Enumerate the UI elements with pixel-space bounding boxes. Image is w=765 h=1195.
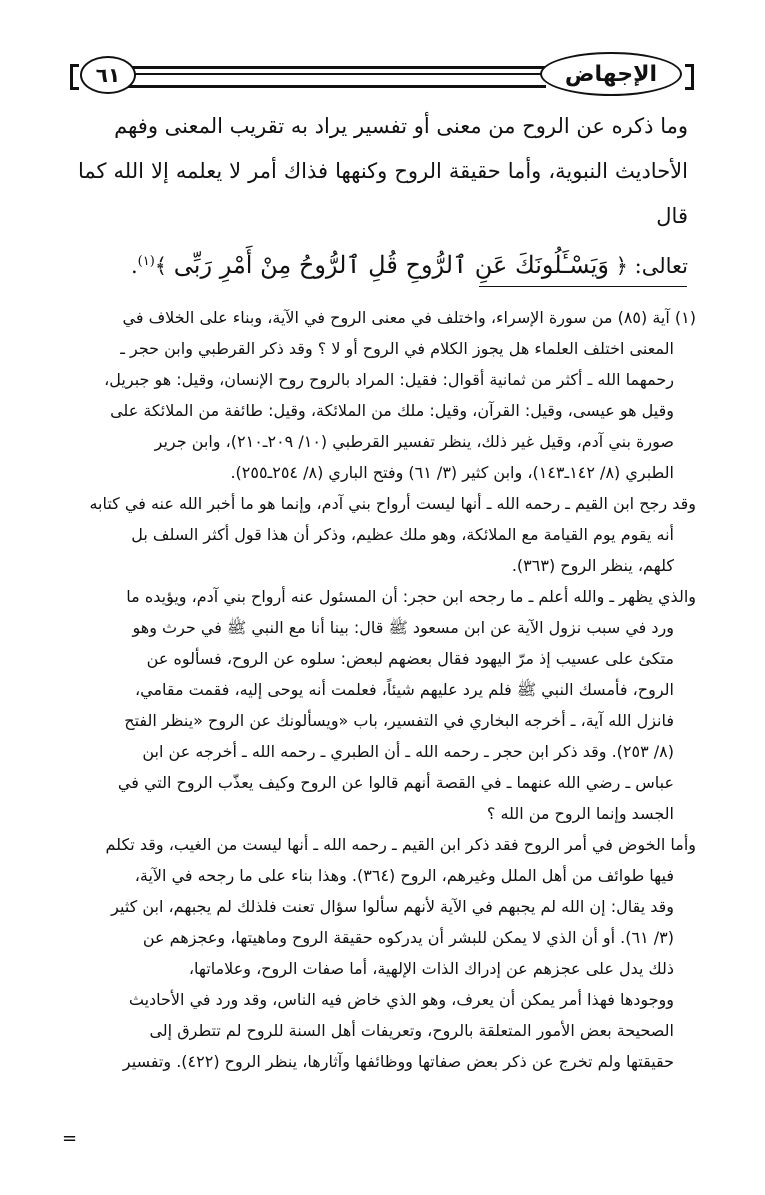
header-right-cap (685, 64, 694, 90)
footnote-separator (479, 286, 687, 287)
footnote-line: رحمهما الله ـ أكثر من ثمانية أقوال: فقيل: المراد بالروح روح الإنسان، وقيل: هو جبريل، (104, 370, 674, 389)
quran-verse: وَيَسْـَٔلُونَكَ عَنِ ٱلرُّوحِ قُلِ ٱلرُّوحُ مِنْ أَمْرِ رَبِّى (173, 251, 609, 279)
footnote-line: عباس ـ رضي الله عنهما ـ في القصة أنهم قالوا عن الروح وكيف يعذّب الروح التي في (117, 773, 674, 792)
footnote-line: فيها طوائف من أهل الملل وغيرهم، الروح (٣٦٤). وهذا بناء على ما رجحه في الآية، (134, 866, 674, 885)
footnote-line: الروح، فأمسك النبي ﷺ فلم يرد عليهم شيئاً، فعلمت أنه يوحى إليه، فقمت مقامي، (134, 680, 674, 699)
footnote-line: كلهم، ينظر الروح (٣٦٣). (511, 556, 674, 575)
footnote-line: صورة بني آدم، وقيل غير ذلك، ينظر تفسير القرطبي (١٠/ ٢٠٩ـ٢١٠)، وابن جرير (154, 432, 674, 451)
footnote-ref[interactable]: (١) (137, 254, 155, 269)
continuation-mark: = (62, 1128, 78, 1149)
footnote-line: أنه يقوم يوم القيامة مع الملائكة، وهو ملك عظيم، وذكر أن هذا قول أكثر السلف بل (131, 525, 674, 544)
footnote-line: فانزل الله آية، ـ أخرجه البخاري في التفسير، باب «ويسألونك عن الروح «ينظر الفتح (124, 711, 674, 730)
footnote-line: الصحيحة بعض الأمور المتعلقة بالروح، وتعريفات أهل السنة للروح لم تتطرق إلى (149, 1021, 674, 1040)
main-text (78, 104, 688, 289)
main-line: الأحاديث النبوية، وأما حقيقة الروح وكنهها فذاك أمر لا يعلمه إلا الله كما قال (78, 159, 688, 228)
page-header (68, 52, 696, 100)
footnote-line: الجسد وإنما الروح من الله ؟ (486, 804, 674, 823)
footnote-line: ورد في سبب نزول الآية عن ابن مسعود ﷺ قال: بينا أنا مع النبي ﷺ في حرث وهو (132, 618, 674, 637)
footnote-line: متكئ على عسيب إذ مرّ اليهود فقال بعضهم لبعض: سلوه عن الروح، فسألوه عن (146, 649, 674, 668)
footnote-line: وقيل هو عيسى، وقيل: القرآن، وقيل: ملك من الملائكة، وقيل: طائفة من الملائكة على (110, 401, 674, 420)
footnotes (78, 302, 696, 1077)
verse-intro: تعالى: ﴿ (615, 254, 688, 278)
footnote-line: ذلك يدل على عجزهم عن إدراك الذات الإلهية، أما صفات الروح، وعلاماتها، (188, 959, 674, 978)
footnote-line: الطبري (٨/ ١٤٢ـ١٤٣)، وابن كثير (٣/ ٦١) وفتح الباري (٨/ ٢٥٤ـ٢٥٥). (230, 463, 674, 482)
footnote-line: ووجودها فهذا أمر يمكن أن يعرف، وهو الذي خاض فيه الناس، وقد ورد في الأحاديث (128, 990, 674, 1009)
footnote-line: وقد يقال: إن الله لم يجبهم في الآية لأنهم سألوا سؤال تعنت فلذلك لم يجبهم، ابن كثير (111, 897, 674, 916)
main-line-verse (78, 239, 688, 289)
page-number: ٦١ (80, 56, 136, 94)
footnote-line: (٣/ ٦١). أو أن الذي لا يمكن للبشر أن يدركوه حقيقة الروح وماهيتها، وعجزهم عن (142, 928, 674, 947)
header-rule (126, 66, 546, 88)
footnote-line: (١) آية (٨٥) من سورة الإسراء، واختلف في معنى الروح في الآية، وبناء على الخلاف في (122, 308, 696, 327)
footnote-line: والذي يظهر ـ والله أعلم ـ ما رجحه ابن حجر: أن المسئول عنه أرواح بني آدم، ويؤيده ما (126, 587, 696, 606)
verse-close: ﴾ (154, 254, 168, 278)
footnote-line: وقد رجح ابن القيم ـ رحمه الله ـ أنها ليست أرواح بني آدم، وإنما هو ما أخبر الله عنه في كتابه (89, 494, 696, 513)
footnote-line: المعنى اختلف العلماء هل يجوز الكلام في الروح أو لا ؟ وقد ذكر القرطبي وابن حجر ـ (120, 339, 674, 358)
chapter-title: الإجهاض (540, 52, 682, 96)
main-line: وما ذكره عن الروح من معنى أو تفسير يراد به تقريب المعنى وفهم (114, 114, 688, 138)
footnote-line: حقيقتها ولم تخرج عن ذكر بعض صفاتها ووظائفها وآثارها، ينظر الروح (٤٢٢). وتفسير (122, 1052, 674, 1071)
verse-end: . (130, 254, 138, 278)
footnote-line: وأما الخوض في أمر الروح فقد ذكر ابن القيم ـ رحمه الله ـ أنها ليست من الغيب، وقد تكلم (105, 835, 696, 854)
header-left-cap (70, 64, 79, 90)
footnote-line: (٨/ ٢٥٣). وقد ذكر ابن حجر ـ رحمه الله ـ أن الطبري ـ رحمه الله ـ أخرجه عن ابن (142, 742, 674, 761)
